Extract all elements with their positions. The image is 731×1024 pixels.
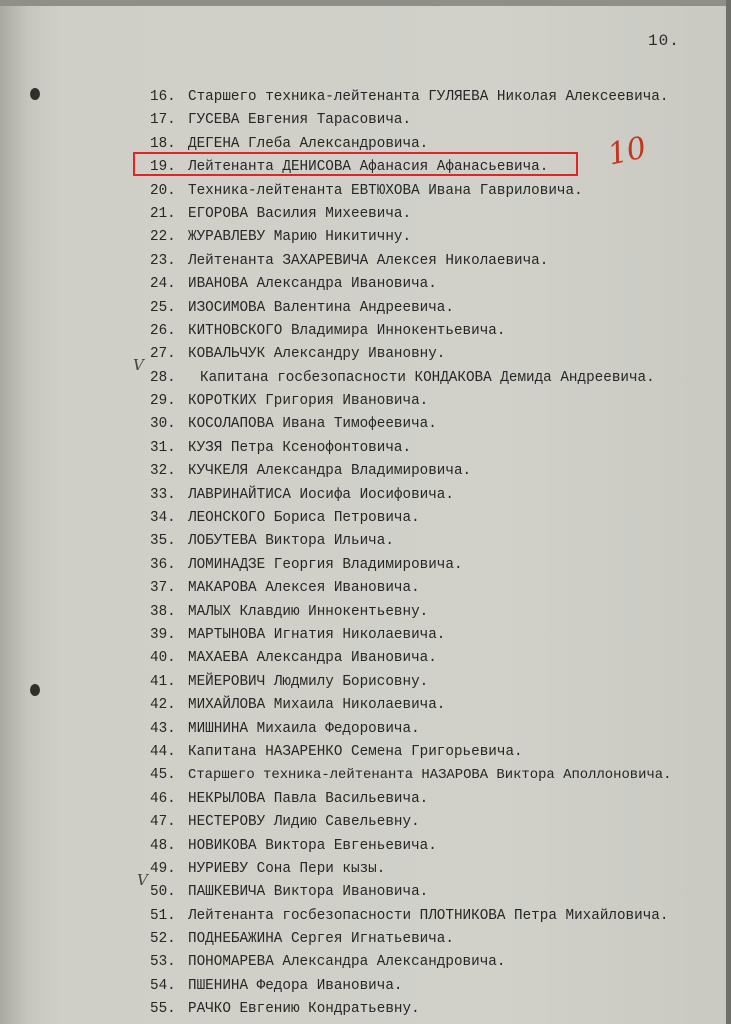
item-text: ЖУРАВЛЕВУ Марию Никитичну. [188,229,412,246]
list-item [0,998,731,1021]
item-number: 16. [150,89,176,105]
name-list [0,86,731,1022]
list-item [0,764,731,787]
item-number: 47. [150,814,176,831]
item-text: Техника-лейтенанта ЕВТЮХОВА Ивана Гавриловича. [188,182,583,199]
item-number: 50. [150,884,176,901]
list-item [0,928,731,951]
item-text: КИТНОВСКОГО Владимира Иннокентьевича. [188,322,506,339]
list-item [0,109,731,132]
item-text: КОСОЛАПОВА Ивана Тимофеевича. [188,416,437,433]
item-text: ИВАНОВА Александра Ивановича. [188,276,437,293]
list-item [0,484,731,507]
item-number: 43. [150,720,176,737]
item-number: 46. [150,790,176,807]
item-text: МАРТЫНОВА Игнатия Николаевича. [188,626,446,643]
item-number: 41. [150,673,176,690]
list-item [0,437,731,460]
item-number: 34. [150,510,176,527]
item-text: МАКАРОВА Алексея Ивановича. [188,580,420,597]
list-item [0,273,731,296]
item-number: 26. [150,322,176,339]
item-number: 30. [150,416,176,433]
item-text: ПАШКЕВИЧА Виктора Ивановича. [188,884,429,901]
item-number: 53. [150,954,176,971]
item-text: НОВИКОВА Виктора Евгеньевича. [188,837,437,854]
list-item [0,367,731,390]
item-number: 39. [150,626,176,643]
list-item [0,741,731,764]
item-text: ЛАВРИНАЙТИСА Иосифа Иосифовича. [188,486,454,503]
item-number: 44. [150,743,176,760]
item-number: 42. [150,697,176,714]
list-item [0,180,731,203]
list-item [0,671,731,694]
item-text: НУРИЕВУ Сона Пери кызы. [188,860,386,877]
item-number: 24. [150,276,176,293]
item-text: ЛЕОНСКОГО Бориса Петровича. [188,510,420,527]
list-item [0,858,731,881]
item-number: 37. [150,580,176,597]
list-item [0,647,731,670]
list-item [0,530,731,553]
item-number: 40. [150,650,176,667]
item-text: Капитана НАЗАРЕНКО Семена Григорьевича. [188,743,523,760]
list-item [0,718,731,741]
list-item [0,413,731,436]
item-text: Лейтенанта ДЕНИСОВА Афанасия Афанасьевича. [188,159,549,176]
list-item [0,554,731,577]
item-text: МЕЙЕРОВИЧ Людмилу Борисовну. [188,673,429,690]
item-number: 28. [150,369,176,386]
item-text: РАЧКО Евгению Кондратьевну. [188,1001,420,1018]
item-number: 23. [150,252,176,269]
item-text: НЕКРЫЛОВА Павла Васильевича. [188,790,429,807]
list-item [0,788,731,811]
item-number: 54. [150,977,176,994]
page-number: 10. [648,32,680,50]
item-number: 32. [150,463,176,480]
list-item [0,811,731,834]
highlight-box [133,152,578,176]
item-text: Капитана госбезопасности КОНДАКОВА Демида Андреевича. [200,369,655,386]
item-text: МИХАЙЛОВА Михаила Николаевича. [188,697,446,714]
item-number: 29. [150,393,176,410]
list-item [0,905,731,928]
item-text: НЕСТЕРОВУ Лидию Савельевну. [188,814,420,831]
tick-mark: V [137,871,148,889]
item-text: ДЕГЕНА Глеба Александровича. [188,135,429,152]
item-number: 20. [150,182,176,199]
item-text: КОВАЛЬЧУК Александру Ивановну. [188,346,446,363]
list-item [0,881,731,904]
item-number: 52. [150,931,176,948]
item-text: КУЗЯ Петра Ксенофонтовича. [188,439,412,456]
item-text: МАЛЫХ Клавдию Иннокентьевну. [188,603,429,620]
item-number: 22. [150,229,176,246]
item-number: 19. [150,159,176,176]
item-text: ИЗОСИМОВА Валентина Андреевича. [188,299,454,316]
list-item [0,624,731,647]
item-text: ГУСЕВА Евгения Тарасовича. [188,112,412,129]
list-item [0,320,731,343]
item-text: МИШНИНА Михаила Федоровича. [188,720,420,737]
item-text: ЕГОРОВА Василия Михеевича. [188,205,412,222]
scan-top-edge [0,0,731,6]
list-item [0,577,731,600]
item-number: 45. [150,767,176,784]
item-text: КУЧКЕЛЯ Александра Владимировича. [188,463,472,480]
item-text: ЛОБУТЕВА Виктора Ильича. [188,533,394,550]
list-item [0,343,731,366]
list-item [0,601,731,624]
item-number: 38. [150,603,176,620]
item-number: 51. [150,907,176,924]
item-number: 25. [150,299,176,316]
list-item [0,86,731,109]
list-item [0,975,731,998]
item-number: 27. [150,346,176,363]
item-text: Лейтенанта госбезопасности ПЛОТНИКОВА Петра Михайловича. [188,907,669,924]
item-number: 36. [150,556,176,573]
item-number: 55. [150,1001,176,1018]
item-number: 18. [150,135,176,152]
item-number: 35. [150,533,176,550]
item-number: 17. [150,112,176,129]
list-item [0,694,731,717]
item-number: 33. [150,486,176,503]
item-text: МАХАЕВА Александра Ивановича. [188,650,437,667]
list-item [0,203,731,226]
item-number: 31. [150,439,176,456]
item-text: Старшего техника-лейтенанта НАЗАРОВА Виктора Аполлоновича. [188,767,672,784]
list-item [0,835,731,858]
list-item [0,226,731,249]
handwritten-mark: 10 [604,130,650,173]
item-text: ПОНОМАРЕВА Александра Александровича. [188,954,506,971]
list-item [0,297,731,320]
item-text: ПШЕНИНА Федора Ивановича. [188,977,403,994]
tick-mark: V [133,356,144,374]
item-text: Старшего техника-лейтенанта ГУЛЯЕВА Николая Алексеевича. [188,89,669,105]
item-number: 48. [150,837,176,854]
list-item [0,390,731,413]
item-number: 21. [150,205,176,222]
item-text: ПОДНЕБАЖИНА Сергея Игнатьевича. [188,931,454,948]
item-text: Лейтенанта ЗАХАРЕВИЧА Алексея Николаевича. [188,252,549,269]
item-text: КОРОТКИХ Григория Ивановича. [188,393,429,410]
list-item [0,507,731,530]
list-item [0,460,731,483]
item-text: ЛОМИНАДЗЕ Георгия Владимировича. [188,556,463,573]
list-item [0,250,731,273]
list-item [0,951,731,974]
item-number: 49. [150,860,176,877]
